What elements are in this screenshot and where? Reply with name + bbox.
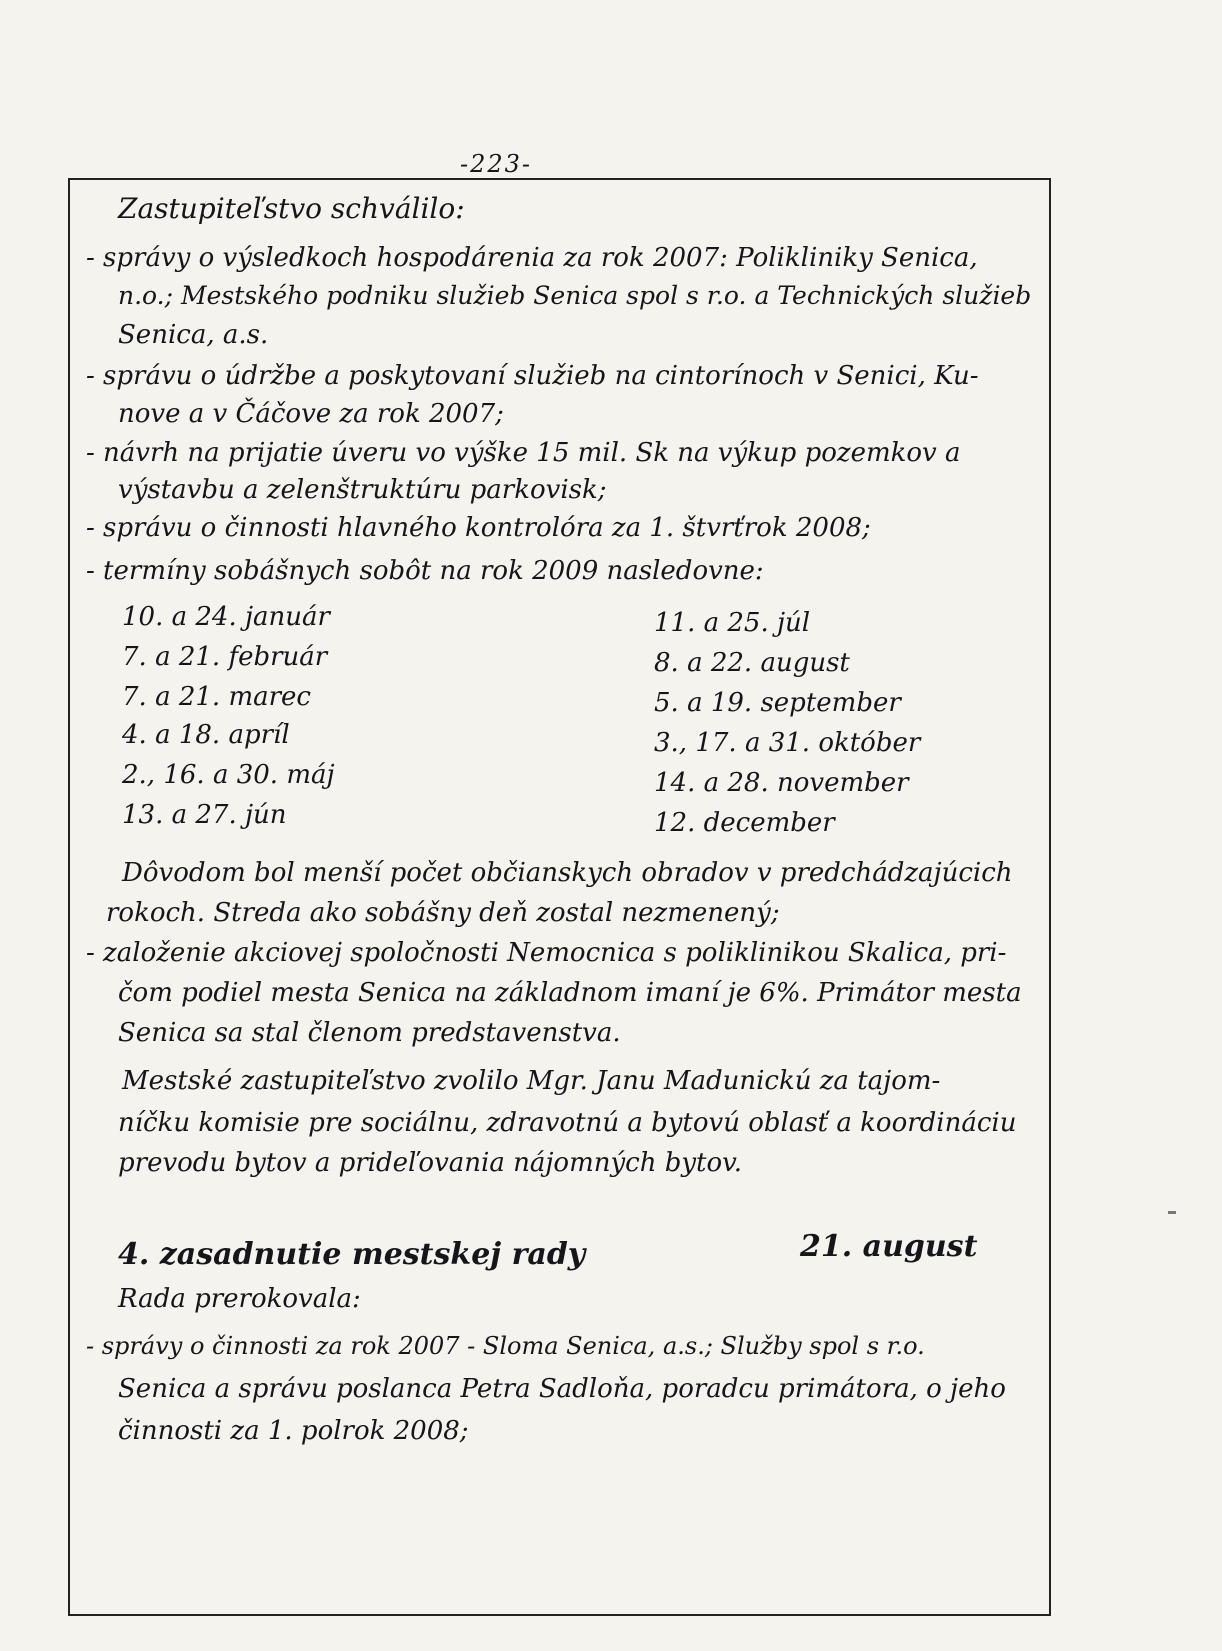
- meeting-heading: 4. zasadnutie mestskej rady: [118, 1237, 586, 1272]
- date-entry: 7. a 21. marec: [122, 682, 311, 712]
- date-entry: 2., 16. a 30. máj: [122, 760, 335, 790]
- list-item-line: - správu o údržbe a poskytovaní služieb na cintorínoch v Senici, Ku-: [86, 361, 979, 391]
- meeting-date: 21. august: [800, 1229, 978, 1264]
- paragraph-line: prevodu bytov a prideľovania nájomných bytov.: [118, 1148, 743, 1178]
- date-entry: 14. a 28. november: [654, 768, 909, 798]
- paragraph-line: Dôvodom bol menší počet občianskych obradov v predchádzajúcich: [122, 858, 1013, 888]
- list-item-line: nove a v Čáčove za rok 2007;: [118, 399, 504, 429]
- list-item-line: - termíny sobášnych sobôt na rok 2009 nasledovne:: [86, 556, 764, 586]
- list-item-line: činnosti za 1. polrok 2008;: [118, 1416, 469, 1446]
- margin-mark: [1168, 1211, 1176, 1214]
- paragraph-line: Mestské zastupiteľstvo zvolilo Mgr. Janu Madunickú za tajom-: [122, 1066, 941, 1096]
- date-entry: 5. a 19. september: [654, 688, 901, 718]
- section-title: Zastupiteľstvo schválilo:: [118, 192, 465, 225]
- list-item-line: n.o.; Mestského podniku služieb Senica spol s r.o. a Technických služieb: [118, 281, 1032, 310]
- list-item-line: čom podiel mesta Senica na základnom imaní je 6%. Primátor mesta: [118, 978, 1022, 1008]
- list-item-line: Senica a správu poslanca Petra Sadloňa, poradcu primátora, o jeho: [118, 1374, 1006, 1404]
- list-item-line: - založenie akciovej spoločnosti Nemocnica s poliklinikou Skalica, pri-: [86, 938, 1007, 968]
- date-entry: 10. a 24. január: [122, 602, 330, 632]
- list-item-line: - správu o činnosti hlavného kontrolóra za 1. štvrťrok 2008;: [86, 513, 871, 543]
- date-entry: 7. a 21. február: [122, 642, 328, 672]
- list-item-line: - správy o výsledkoch hospodárenia za rok 2007: Polikliniky Senica,: [86, 243, 978, 273]
- date-entry: 11. a 25. júl: [654, 608, 811, 638]
- list-item-line: - návrh na prijatie úveru vo výške 15 mil. Sk na výkup pozemkov a: [86, 438, 961, 468]
- list-item-line: Senica, a.s.: [118, 320, 269, 350]
- list-item-line: Senica sa stal členom predstavenstva.: [118, 1018, 621, 1048]
- date-entry: 13. a 27. jún: [122, 800, 287, 830]
- date-entry: 4. a 18. apríl: [122, 720, 290, 750]
- date-entry: 3., 17. a 31. október: [654, 728, 921, 758]
- list-item-line: výstavbu a zelenštruktúru parkovisk;: [118, 475, 607, 505]
- date-entry: 8. a 22. august: [654, 648, 850, 678]
- page-number: -223-: [460, 150, 533, 178]
- list-item-line: - správy o činnosti za rok 2007 - Sloma Senica, a.s.; Služby spol s r.o.: [86, 1332, 925, 1360]
- date-entry: 12. december: [654, 808, 835, 838]
- paragraph-line: rokoch. Streda ako sobášny deň zostal nezmenený;: [106, 898, 780, 928]
- paragraph-line: níčku komisie pre sociálnu, zdravotnú a bytovú oblasť a koordináciu: [118, 1108, 1017, 1138]
- meeting-subtitle: Rada prerokovala:: [118, 1284, 361, 1314]
